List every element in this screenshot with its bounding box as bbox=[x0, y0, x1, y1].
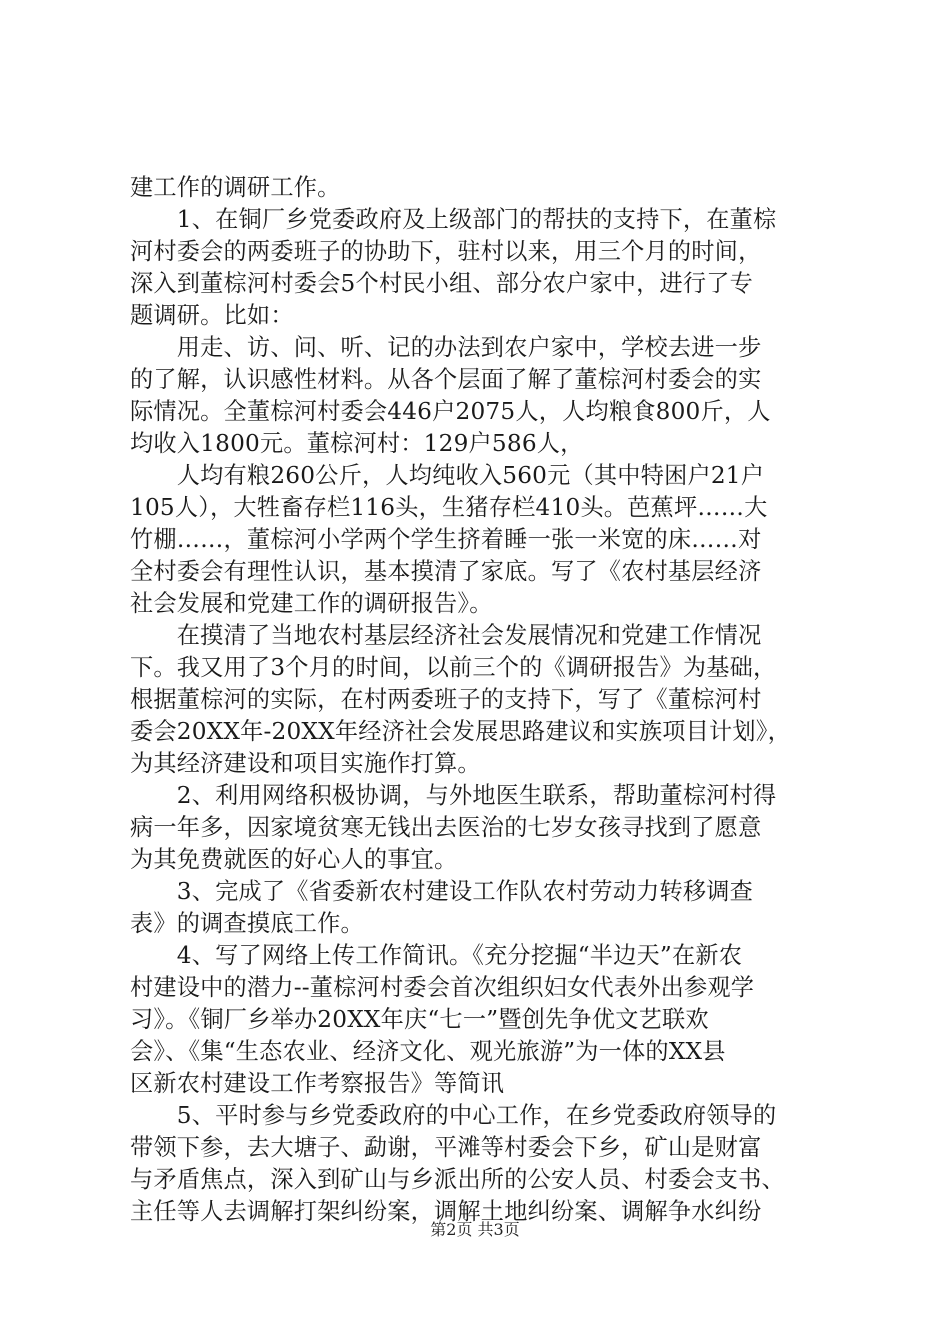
text-line: 村建设中的潜力--董棕河村委会首次组织妇女代表外出参观学 bbox=[130, 974, 755, 1001]
text-line: 题调研。比如： bbox=[130, 302, 294, 329]
text-line: 带领下参，去大塘子、勐谢，平滩等村委会下乡，矿山是财富 bbox=[130, 1134, 762, 1161]
text-line: 病一年多，因家境贫寒无钱出去医治的七岁女孩寻找到了愿意 bbox=[130, 814, 762, 841]
text-line: 社会发展和党建工作的调研报告》。 bbox=[130, 590, 493, 617]
document-body bbox=[130, 172, 842, 1228]
text-line: 委会20XX年-20XX年经济社会发展思路建议和实族项目计划》， bbox=[130, 718, 791, 745]
text-line: 建工作的调研工作。 bbox=[130, 174, 341, 201]
text-line: 5、平时参与乡党委政府的中心工作，在乡党委政府领导的 bbox=[130, 1102, 777, 1129]
text-line: 2、利用网络积极协调，与外地医生联系，帮助董棕河村得 bbox=[130, 782, 777, 809]
text-line: 4、写了网络上传工作简讯。《充分挖掘“半边天”在新农 bbox=[130, 942, 743, 969]
text-line: 深入到董棕河村委会5个村民小组、部分农户家中，进行了专 bbox=[130, 270, 754, 297]
text-line: 表》的调查摸底工作。 bbox=[130, 910, 364, 937]
text-line: 会》、《集“生态农业、经济文化、观光旅游”为一体的XX县 bbox=[130, 1038, 726, 1065]
text-line: 根据董棕河的实际，在村两委班子的支持下，写了《董棕河村 bbox=[130, 686, 762, 713]
text-line: 均收入1800元。董棕河村：129户586人， bbox=[130, 430, 584, 457]
text-line: 105人），大牲畜存栏116头，生猪存栏410头。芭蕉坪……大 bbox=[130, 494, 768, 521]
text-line: 习》。《铜厂乡举办20XX年庆“七一”暨创先争优文艺联欢 bbox=[130, 1006, 709, 1033]
text-line: 际情况。全董棕河村委会446户2075人，人均粮食800斤，人 bbox=[130, 398, 771, 425]
text-line: 主任等人去调解打架纠纷案，调解土地纠纷案、调解争水纠纷 bbox=[130, 1198, 762, 1225]
text-line: 为其经济建设和项目实施作打算。 bbox=[130, 750, 481, 777]
page-number-footer: 第2页 共3页 bbox=[430, 1220, 520, 1239]
text-line: 竹棚……，董棕河小学两个学生挤着睡一张一米宽的床……对 bbox=[130, 526, 762, 553]
text-line: 与矛盾焦点，深入到矿山与乡派出所的公安人员、村委会支书、 bbox=[130, 1166, 785, 1193]
text-line: 全村委会有理性认识，基本摸清了家底。写了《农村基层经济 bbox=[130, 558, 762, 585]
text-line: 在摸清了当地农村基层经济社会发展情况和党建工作情况 bbox=[130, 622, 762, 649]
text-line: 用走、访、问、听、记的办法到农户家中，学校去进一步 bbox=[130, 334, 762, 361]
text-line: 下。我又用了3个月的时间，以前三个的《调研报告》为基础， bbox=[130, 654, 777, 681]
text-line: 3、完成了《省委新农村建设工作队农村劳动力转移调查 bbox=[130, 878, 754, 905]
text-line: 的了解，认识感性材料。从各个层面了解了董棕河村委会的实 bbox=[130, 366, 762, 393]
text-line: 河村委会的两委班子的协助下，驻村以来，用三个月的时间， bbox=[130, 238, 762, 265]
text-line: 1、在铜厂乡党委政府及上级部门的帮扶的支持下，在董棕 bbox=[130, 206, 777, 233]
text-line: 为其免费就医的好心人的事宜。 bbox=[130, 846, 458, 873]
text-line: 区新农村建设工作考察报告》等简讯 bbox=[130, 1070, 505, 1097]
text-line: 人均有粮260公斤，人均纯收入560元（其中特困户21户 bbox=[130, 462, 765, 489]
